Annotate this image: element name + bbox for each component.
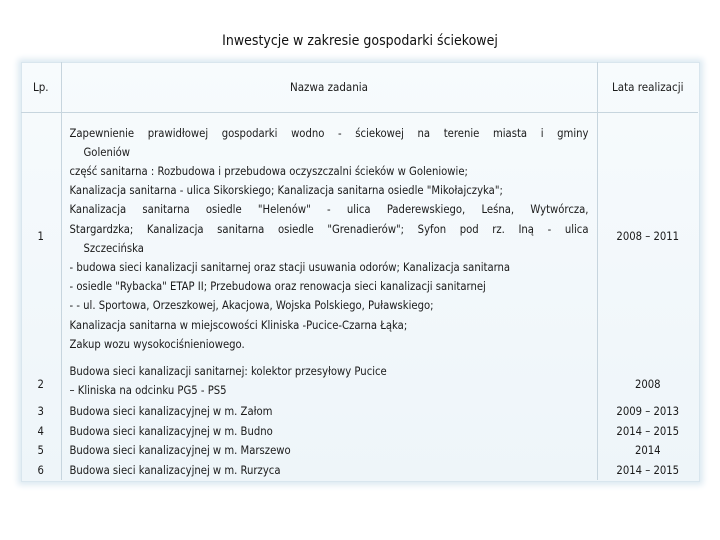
row-name-line: Stargardzka; Kanalizacja sanitarna osiedle "Grenadierów"; Syfon pod rz. Iną - ulica — [69, 222, 589, 236]
row-name — [61, 360, 597, 402]
row-lp: 6 — [21, 461, 61, 481]
row-years: 2014 – 2015 — [616, 424, 680, 438]
table-row — [21, 112, 698, 360]
row-name-line: część sanitarna : Rozbudowa i przebudowa oczyszczalni ścieków w Goleniowie; — [69, 164, 468, 178]
row-name-line: - - ul. Sportowa, Orzeszkowej, Akacjowa, Wojska Polskiego, Puławskiego; — [69, 299, 434, 313]
row-name: Budowa sieci kanalizacyjnej w m. Budno — [61, 422, 597, 442]
page-title: Inwestycje w zakresie gospodarki ściekowej — [222, 33, 498, 49]
row-name-line: – Kliniska na odcinku PG5 - PS5 — [69, 384, 227, 397]
row-years: 2008 – 2011 — [616, 229, 680, 243]
table-row — [21, 360, 698, 402]
row-lp: 2 — [21, 360, 61, 402]
row-name-line: Kanalizacja sanitarna - ulica Sikorskiego; Kanalizacja sanitarna osiedle "Mikołajczyka"; — [69, 184, 503, 198]
row-years: 2008 — [634, 378, 661, 392]
row-lp: 5 — [21, 441, 61, 461]
row-name-line: Szczecińska — [83, 241, 144, 255]
row-lp: 3 — [21, 402, 61, 422]
table-row — [21, 461, 698, 481]
row-years: 2014 — [634, 444, 661, 458]
row-name — [61, 112, 597, 360]
header-lp: Lp. — [21, 62, 61, 112]
row-years: 2014 – 2015 — [616, 463, 680, 477]
table-row — [21, 402, 698, 422]
row-years: 2009 – 2013 — [616, 405, 680, 419]
table-row — [21, 422, 698, 442]
row-name-line: Zakup wozu wysokociśnieniowego. — [69, 337, 245, 351]
header-years: Lata realizacji — [597, 62, 698, 112]
investments-table — [21, 62, 698, 480]
row-lp: 4 — [21, 422, 61, 442]
row-name: Budowa sieci kanalizacyjnej w m. Rurzyca — [61, 461, 597, 481]
row-lp: 1 — [21, 112, 61, 360]
table-header-row — [21, 62, 698, 112]
row-name: Budowa sieci kanalizacyjnej w m. Załom — [61, 402, 597, 422]
row-name-line: - budowa sieci kanalizacji sanitarnej oraz stacji usuwania odorów; Kanalizacja sanitarna — [69, 260, 511, 274]
table-row — [21, 441, 698, 461]
row-name-line: Kanalizacja sanitarna w miejscowości Kliniska -Pucice-Czarna Łąka; — [69, 318, 408, 332]
row-name: Budowa sieci kanalizacyjnej w m. Marszewo — [61, 441, 597, 461]
row-name-line: Kanalizacja sanitarna osiedle "Helenów" - ulica Paderewskiego, Leśna, Wytwórcza, — [69, 203, 589, 217]
header-name: Nazwa zadania — [61, 62, 597, 112]
row-name-line: Zapewnienie prawidłowej gospodarki wodno - ściekowej na terenie miasta i gminy — [69, 126, 589, 140]
row-name-line: - osiedle "Rybacka" ETAP II; Przebudowa oraz renowacja sieci kanalizacji sanitarnej — [69, 280, 486, 294]
row-name-line: Budowa sieci kanalizacji sanitarnej: kolektor przesyłowy Pucice — [69, 364, 387, 378]
row-name-line: Goleniów — [83, 145, 131, 159]
